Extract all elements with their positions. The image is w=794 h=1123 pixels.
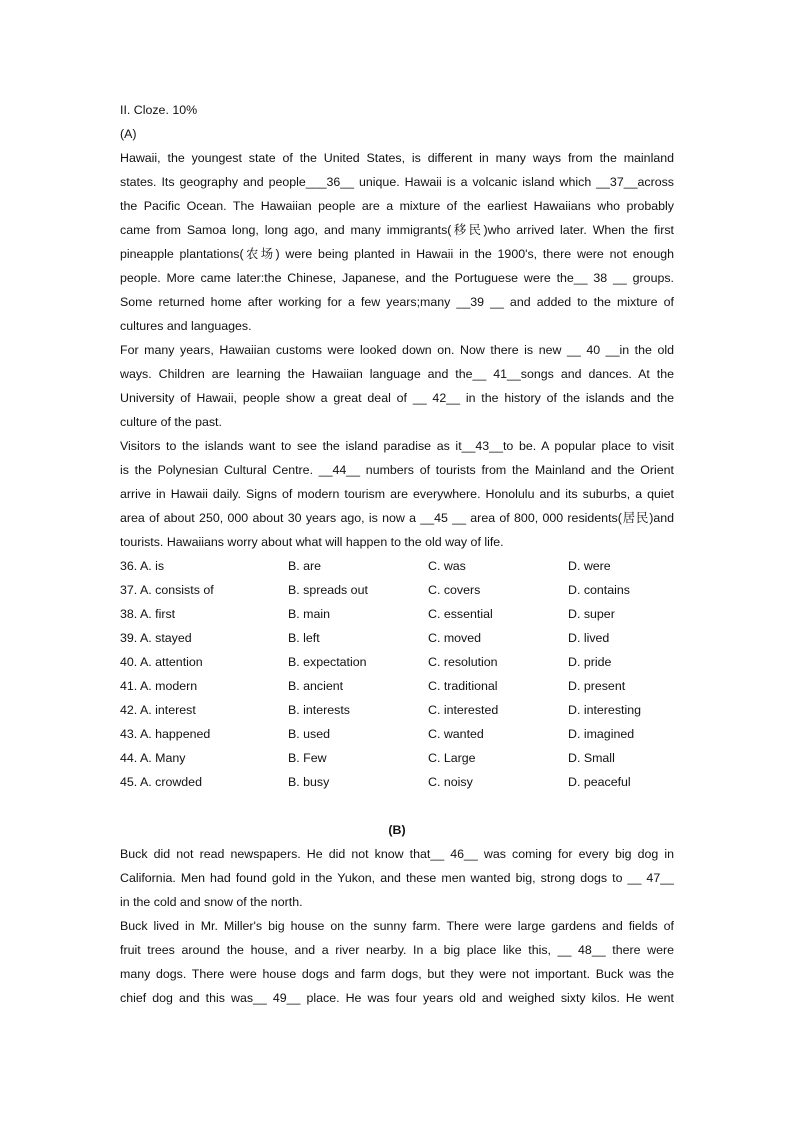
option-c: C. was: [428, 559, 466, 573]
part-b-passage: [120, 842, 674, 1010]
option-a: 41. A. modern: [120, 679, 198, 693]
passage-line: culture of the past.: [120, 415, 222, 429]
passage-line: Hawaii, the youngest state of the United States, is different in many ways from the mainland: [120, 151, 674, 165]
option-d: D. present: [568, 679, 626, 693]
passage-line: California. Men had found gold in the Yukon, and these men wanted big, strong dogs to __ 47__: [120, 871, 674, 885]
option-a: 45. A. crowded: [120, 775, 202, 789]
option-row-41: [120, 674, 674, 698]
passage-line: For many years, Hawaiian customs were looked down on. Now there is new __ 40 __in the old: [120, 343, 674, 357]
option-a: 44. A. Many: [120, 751, 186, 765]
part-b-label: (B): [388, 823, 406, 837]
option-c: C. interested: [428, 703, 499, 717]
part-a-label: (A): [120, 127, 137, 141]
option-a: 36. A. is: [120, 559, 165, 573]
option-d: D. were: [568, 559, 611, 573]
option-b: B. left: [288, 631, 320, 645]
passage-line: people. More came later:the Chinese, Japanese, and the Portuguese were the__ 38 __ groups.: [120, 271, 674, 285]
passage-line: Buck lived in Mr. Miller's big house on the sunny farm. There were large gardens and fields of: [120, 919, 674, 933]
passage-line: University of Hawaii, people show a great deal of __ 42__ in the history of the islands and the: [120, 391, 674, 405]
option-c: C. wanted: [428, 727, 484, 741]
option-c: C. essential: [428, 607, 493, 621]
passage-line: area of about 250, 000 about 30 years ago, is now a __45 __ area of 800, 000 residents(居民)and: [120, 511, 674, 525]
option-a: 39. A. stayed: [120, 631, 192, 645]
part-a-passage: [120, 146, 674, 554]
section-title: II. Cloze. 10%: [120, 103, 198, 117]
option-b: B. interests: [288, 703, 350, 717]
passage-line: arrive in Hawaii daily. Signs of modern tourism are everywhere. Honolulu and its suburbs, a quiet: [120, 487, 674, 501]
spacer: [120, 794, 674, 818]
passage-line: fruit trees around the house, and a river nearby. In a big place like this, __ 48__ there were: [120, 943, 674, 957]
option-row-43: [120, 722, 674, 746]
option-c: C. covers: [428, 583, 481, 597]
option-c: C. traditional: [428, 679, 498, 693]
option-a: 37. A. consists of: [120, 583, 214, 597]
option-d: D. contains: [568, 583, 630, 597]
option-a: 38. A. first: [120, 607, 176, 621]
passage-line: cultures and languages.: [120, 319, 252, 333]
option-row-37: [120, 578, 674, 602]
passage-line: many dogs. There were house dogs and farm dogs, but they were not important. Buck was the: [120, 967, 674, 981]
passage-line: came from Samoa long, long ago, and many immigrants(移民)who arrived later. When the first: [120, 223, 674, 237]
option-row-42: [120, 698, 674, 722]
option-b: B. ancient: [288, 679, 344, 693]
option-d: D. peaceful: [568, 775, 631, 789]
option-b: B. are: [288, 559, 322, 573]
passage-line: tourists. Hawaiians worry about what will happen to the old way of life.: [120, 535, 504, 549]
option-b: B. Few: [288, 751, 327, 765]
option-row-38: [120, 602, 674, 626]
option-b: B. main: [288, 607, 331, 621]
option-d: D. interesting: [568, 703, 642, 717]
passage-line: the Pacific Ocean. The Hawaiian people are a mixture of the earliest Hawaiians who probably: [120, 199, 674, 213]
option-c: C. resolution: [428, 655, 498, 669]
passage-line: chief dog and this was__ 49__ place. He was four years old and weighed sixty kilos. He went: [120, 991, 674, 1005]
option-c: C. Large: [428, 751, 476, 765]
option-a: 43. A. happened: [120, 727, 211, 741]
passage-line: Visitors to the islands want to see the island paradise as it__43__to be. A popular place to visit: [120, 439, 674, 453]
passage-line: in the cold and snow of the north.: [120, 895, 303, 909]
option-a: 42. A. interest: [120, 703, 196, 717]
option-b: B. spreads out: [288, 583, 368, 597]
option-row-40: [120, 650, 674, 674]
option-row-36: [120, 554, 674, 578]
option-b: B. busy: [288, 775, 330, 789]
passage-line: Buck did not read newspapers. He did not know that__ 46__ was coming for every big dog in: [120, 847, 674, 861]
option-a: 40. A. attention: [120, 655, 203, 669]
option-d: D. super: [568, 607, 615, 621]
part-a-options: [120, 554, 674, 794]
option-d: D. pride: [568, 655, 612, 669]
option-row-39: [120, 626, 674, 650]
passage-line: states. Its geography and people___36__ unique. Hawaii is a volcanic island which __37__across: [120, 175, 674, 189]
option-row-44: [120, 746, 674, 770]
passage-line: Some returned home after working for a few years;many __39 __ and added to the mixture of: [120, 295, 674, 309]
option-row-45: [120, 770, 674, 794]
option-c: C. moved: [428, 631, 482, 645]
document-page: [120, 98, 674, 1010]
option-d: D. imagined: [568, 727, 635, 741]
passage-line: ways. Children are learning the Hawaiian language and the__ 41__songs and dances. At the: [120, 367, 674, 381]
option-d: D. Small: [568, 751, 615, 765]
passage-line: is the Polynesian Cultural Centre. __44__ numbers of tourists from the Mainland and the Orient: [120, 463, 674, 477]
option-d: D. lived: [568, 631, 610, 645]
option-c: C. noisy: [428, 775, 473, 789]
passage-line: pineapple plantations(农场) were being planted in Hawaii in the 1900's, there were not enough: [120, 247, 674, 261]
option-b: B. used: [288, 727, 331, 741]
option-b: B. expectation: [288, 655, 367, 669]
